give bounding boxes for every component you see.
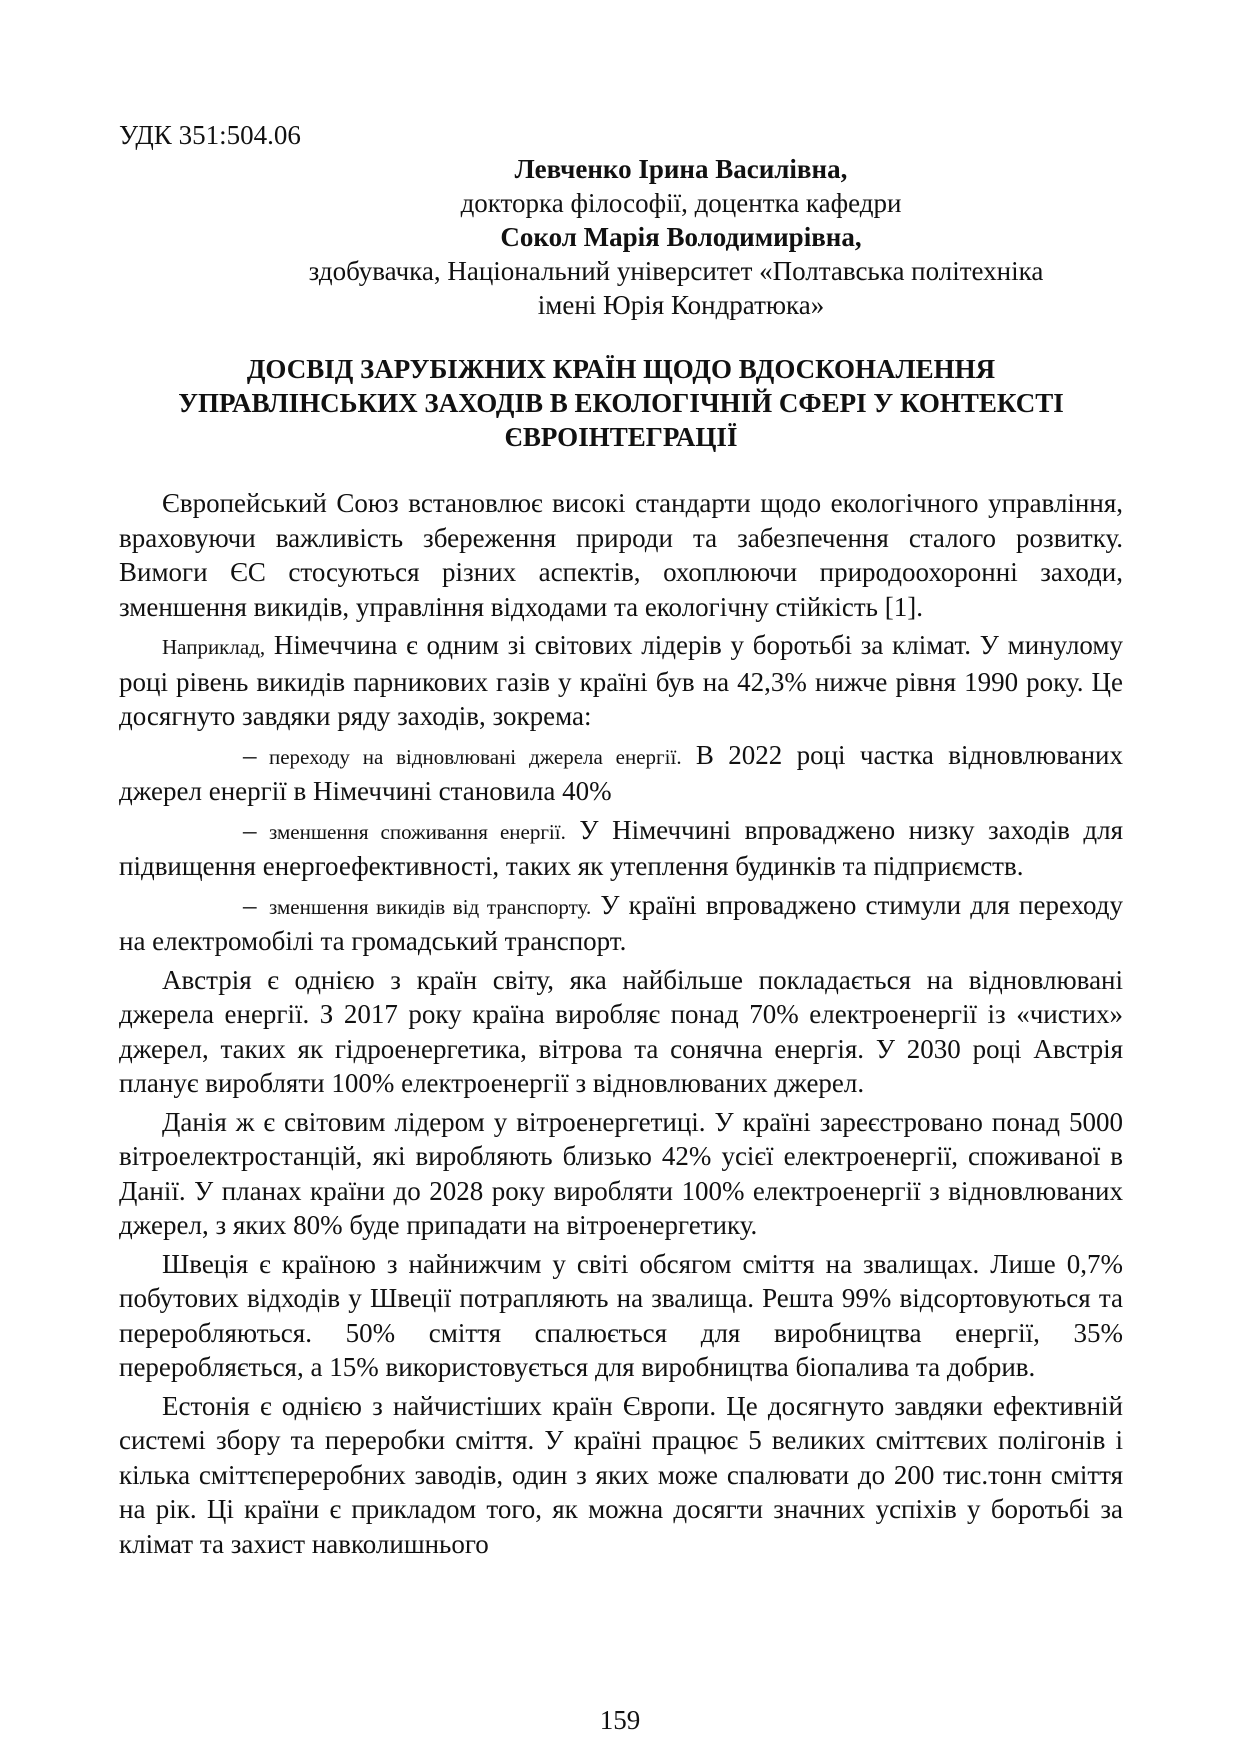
bullet-renewables bbox=[119, 738, 1123, 809]
authors-block bbox=[119, 152, 1123, 322]
paragraph-germany-lead: Наприклад, bbox=[162, 635, 266, 659]
paragraph-germany bbox=[119, 628, 1123, 734]
page-number: 159 bbox=[599, 1705, 641, 1735]
title-line-2: УПРАВЛІНСЬКИХ ЗАХОДІВ В ЕКОЛОГІЧНІЙ СФЕРІ У КОНТЕКСТІ bbox=[178, 388, 1064, 418]
bullet-renewables-text: В 2022 році частка відновлюваних джерел енергії в Німеччині становила 40% bbox=[119, 739, 1124, 806]
paragraph-eu-standards: Європейський Союз встановлює високі стандарти щодо екологічного управління, враховуючи важливість збереження природи та забезпечення сталого розвитку. Вимоги ЄС стосуються різних аспектів, охоплюючи природоохоронні заходи, зменшення викидів, управління відходами та екологічну стійкість [1]. bbox=[119, 488, 1123, 622]
bullet-energy-consumption bbox=[119, 813, 1123, 884]
udk-code: УДК 351:504.06 bbox=[119, 120, 301, 150]
title-line-3: ЄВРОІНТЕГРАЦІЇ bbox=[504, 422, 738, 452]
bullet-dash: – bbox=[243, 814, 257, 845]
author-2-affiliation-line-1: здобувачка, Національний університет «Полтавська політехніка bbox=[308, 256, 1044, 286]
author-2-affiliation-line-2: імені Юрія Кондратюка» bbox=[537, 290, 825, 320]
bullet-dash: – bbox=[243, 739, 257, 770]
author-1-name: Левченко Ірина Василівна, bbox=[514, 154, 848, 184]
bullet-dash: – bbox=[243, 889, 257, 920]
article-title bbox=[119, 352, 1123, 454]
paragraph-germany-text: Німеччина є одним зі світових лідерів у боротьбі за клімат. У минулому році рівень викидів парникових газів у країні був на 42,3% нижче рівня 1990 року. Це досягнуто завдяки ряду заходів, зокрема: bbox=[119, 630, 1123, 731]
paragraph-sweden: Швеція є країною з найнижчим у світі обсягом сміття на звалищах. Лише 0,7% побутових відходів у Швеції потрапляють на звалища. Решта 99% відсортовуються та переробляються. 50% сміття спалюється для виробництва енергії, 35% переробляється, а 15% використовується для виробництва біопалива та добрив. bbox=[119, 1248, 1123, 1382]
author-2-name: Сокол Марія Володимирівна, bbox=[500, 222, 862, 252]
title-line-1: ДОСВІД ЗАРУБІЖНИХ КРАЇН ЩОДО ВДОСКОНАЛЕННЯ bbox=[246, 354, 996, 384]
paragraph-austria: Австрія є однією з країн світу, яка найбільше покладається на відновлювані джерела енергії. З 2017 року країна виробляє понад 70% електроенергії із «чистих» джерел, таких як гідроенергетика, вітрова та сонячна енергія. У 2030 році Австрія планує виробляти 100% електроенергії з відновлюваних джерел. bbox=[119, 964, 1123, 1098]
article-body bbox=[119, 486, 1123, 1565]
author-1-affiliation: докторка філософії, доцентка кафедри bbox=[460, 188, 902, 218]
bullet-transport bbox=[119, 888, 1123, 959]
bullet-renewables-lead: переходу на відновлювані джерела енергії. bbox=[269, 744, 682, 769]
paragraph-denmark: Данія ж є світовим лідером у вітроенергетиці. У країні зареєстровано понад 5000 вітроелектростанцій, які виробляють близько 42% усієї електроенергії, споживаної в Данії. У планах країни до 2028 року виробляти 100% електроенергії з відновлюваних джерел, з яких 80% буде припадати на вітроенергетику. bbox=[119, 1106, 1123, 1240]
bullet-energy-consumption-lead: зменшення споживання енергії. bbox=[269, 819, 566, 844]
paragraph-estonia: Естонія є однією з найчистіших країн Європи. Це досягнуто завдяки ефективній системі збору та переробки сміття. У країні працює 5 великих сміттєвих полігонів і кілька сміттєпереробних заводів, один з яких може спалювати до 200 тис.тонн сміття на рік. Ці країни є прикладом того, як можна досягти значних успіхів у боротьбі за клімат та захист навколишнього bbox=[119, 1390, 1123, 1559]
bullet-energy-consumption-text: У Німеччині впроваджено низку заходів для підвищення енергоефективності, таких як утеплення будинків та підприємств. bbox=[119, 814, 1124, 881]
bullet-transport-text: У країні впроваджено стимули для переходу на електромобілі та громадський транспорт. bbox=[119, 889, 1124, 956]
bullet-transport-lead: зменшення викидів від транспорту. bbox=[269, 894, 592, 919]
